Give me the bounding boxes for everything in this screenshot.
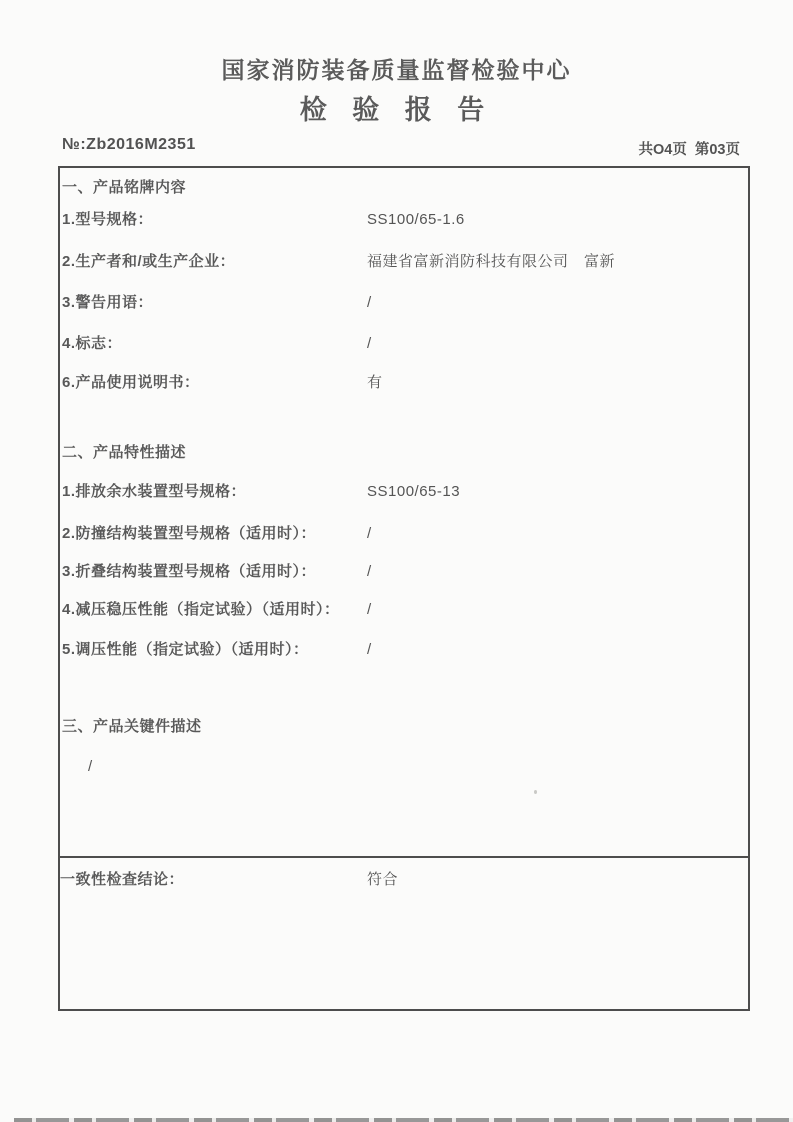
scan-speck	[534, 790, 537, 794]
field-value: /	[367, 641, 372, 658]
section-divider	[60, 856, 748, 858]
field-value: 福建省富新消防科技有限公司 富新	[367, 253, 616, 270]
field-label: 3.折叠结构装置型号规格（适用时）：	[62, 563, 317, 580]
field-value: /	[367, 563, 372, 580]
section-3-heading-text: 三、产品关键件描述	[62, 718, 202, 735]
section-3-heading	[62, 717, 746, 737]
report-title: 检 验 报 告	[299, 95, 494, 125]
section-1-heading	[62, 178, 746, 198]
field-label: 6.产品使用说明书：	[62, 374, 200, 391]
section-2-heading	[62, 443, 746, 463]
field-value: /	[367, 601, 372, 618]
field-value: SS100/65-13	[367, 483, 461, 500]
conclusion-row	[62, 870, 746, 890]
field-manufacturer	[62, 252, 746, 272]
current-page: 第03页	[694, 142, 740, 158]
field-label: 1.型号规格：	[62, 211, 154, 228]
org-title: 国家消防装备质量监督检验中心	[221, 57, 572, 83]
field-label: 3.警告用语：	[62, 294, 154, 311]
section-1-heading-text: 一、产品铭牌内容	[62, 179, 187, 196]
field-value: /	[367, 294, 372, 311]
field-key-parts	[62, 757, 746, 777]
field-value: /	[367, 335, 372, 352]
field-label: 2.防撞结构装置型号规格（适用时）：	[62, 525, 317, 542]
field-pressure-regulation	[62, 640, 746, 660]
field-folding-structure	[62, 562, 746, 582]
field-marking	[62, 334, 746, 354]
field-label: 4.减压稳压性能（指定试验）（适用时）：	[62, 601, 340, 618]
section-2-heading-text: 二、产品特性描述	[62, 444, 187, 461]
field-value: SS100/65-1.6	[367, 211, 465, 228]
report-number	[62, 136, 196, 154]
field-label: 4.标志：	[62, 335, 123, 352]
field-warning-text	[62, 293, 746, 313]
conclusion-label: 一致性检查结论：	[60, 871, 185, 888]
field-manual	[62, 373, 746, 393]
field-value: 有	[367, 374, 383, 391]
field-value: /	[88, 758, 93, 775]
conclusion-value: 符合	[367, 871, 399, 888]
total-pages: 共O4页	[638, 142, 687, 158]
report-number-value: Zb2016M2351	[86, 136, 196, 153]
field-label: 2.生产者和/或生产企业：	[62, 253, 236, 270]
report-number-label: №:	[62, 136, 87, 153]
field-label: 5.调压性能（指定试验）（适用时）：	[62, 641, 309, 658]
report-body-frame	[58, 166, 750, 1011]
field-pressure-reduction	[62, 600, 746, 620]
scan-edge-artifact	[14, 1118, 793, 1122]
field-anticollision	[62, 524, 746, 544]
field-value: /	[367, 525, 372, 542]
field-model-spec	[62, 210, 746, 230]
field-label: 1.排放余水装置型号规格：	[62, 483, 247, 500]
field-drain-device	[62, 482, 746, 502]
page-info	[631, 138, 740, 159]
